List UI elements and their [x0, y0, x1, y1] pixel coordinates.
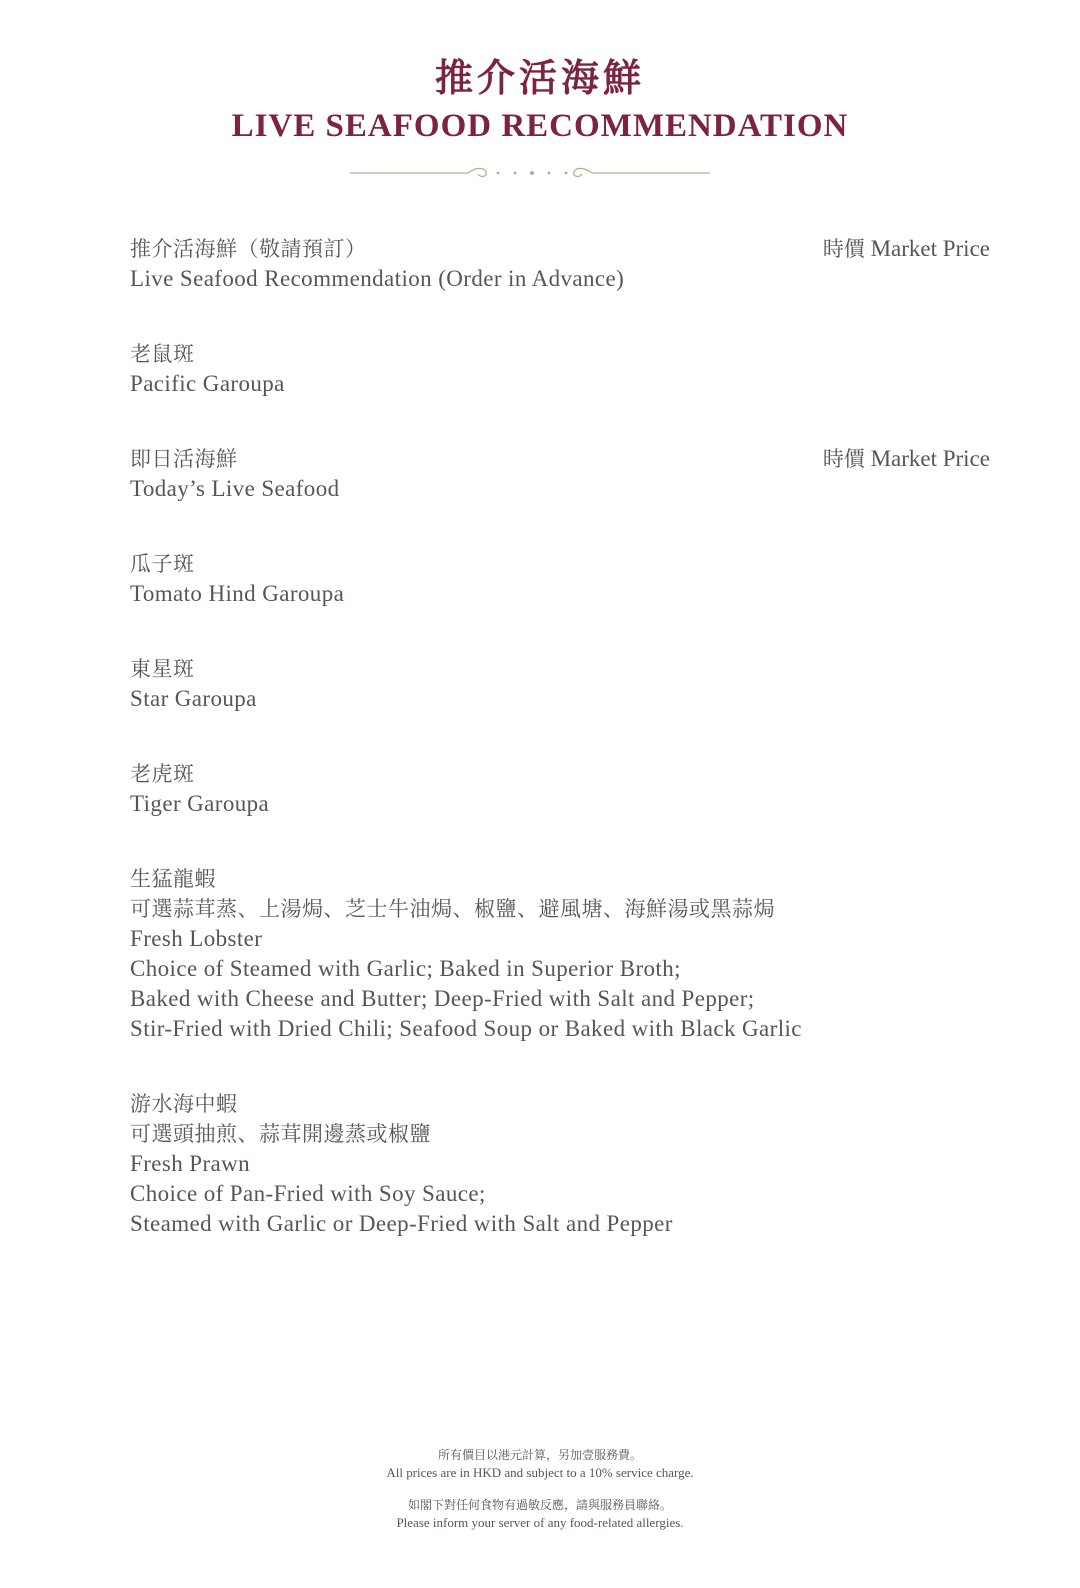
item-name-english: Star Garoupa — [130, 686, 257, 711]
item-description-english: Steamed with Garlic or Deep-Fried with Salt and Pepper — [130, 1211, 673, 1236]
item-name-english: Fresh Prawn — [130, 1151, 251, 1176]
ornamental-divider — [350, 162, 710, 184]
page-title-english: LIVE SEAFOOD RECOMMENDATION — [231, 108, 849, 144]
item-description-chinese: 可選蒜茸蒸、上湯焗、芝士牛油焗、椒鹽、避風塘、海鮮湯或黑蒜焗 — [130, 897, 775, 921]
service-charge-note-chinese: 所有價目以港元計算，另加壹服務費。 — [437, 1448, 642, 1462]
menu-item — [130, 444, 990, 504]
price-label-chinese: 時價 — [822, 447, 865, 471]
item-description-english: Choice of Steamed with Garlic; Baked in Superior Broth; — [130, 956, 681, 981]
item-name-chinese: 東星斑 — [130, 657, 195, 681]
item-name-english: Tiger Garoupa — [130, 791, 270, 816]
item-description-english: Stir-Fried with Dried Chili; Seafood Soup or Baked with Black Garlic — [130, 1016, 802, 1041]
menu-item — [130, 654, 990, 714]
item-name-english: Live Seafood Recommendation (Order in Advance) — [130, 266, 625, 291]
item-price — [823, 234, 990, 264]
item-description-english: Choice of Pan-Fried with Soy Sauce; — [130, 1181, 486, 1206]
menu-item — [130, 549, 990, 609]
menu-item — [130, 864, 990, 1044]
menu-item — [130, 339, 990, 399]
item-name-english: Today’s Live Seafood — [130, 476, 340, 501]
item-description-chinese: 可選頭抽煎、蒜茸開邊蒸或椒鹽 — [130, 1122, 431, 1146]
service-charge-note-english: All prices are in HKD and subject to a 10% service charge. — [386, 1465, 694, 1480]
price-label-chinese: 時價 — [822, 237, 865, 261]
allergy-note-chinese: 如閣下對任何食物有過敏反應，請與服務員聯絡。 — [407, 1498, 672, 1512]
page-title-chinese: 推介活海鮮 — [434, 55, 645, 100]
item-name-chinese: 游水海中蝦 — [130, 1092, 238, 1116]
item-description-english: Baked with Cheese and Butter; Deep-Fried with Salt and Pepper; — [130, 986, 755, 1011]
allergy-note-english: Please inform your server of any food-related allergies. — [396, 1515, 684, 1530]
item-name-english: Tomato Hind Garoupa — [130, 581, 345, 606]
menu-item — [130, 1089, 990, 1239]
item-name-chinese: 即日活海鮮 — [130, 447, 238, 471]
item-name-chinese: 老虎斑 — [130, 762, 195, 786]
item-name-english: Pacific Garoupa — [130, 371, 285, 396]
item-name-chinese: 老鼠斑 — [130, 342, 195, 366]
item-name-chinese: 生猛龍蝦 — [130, 867, 216, 891]
price-label-english: Market Price — [870, 236, 990, 261]
item-price — [823, 444, 990, 474]
price-label-english: Market Price — [870, 446, 990, 471]
menu-item — [130, 234, 990, 294]
item-name-chinese: 推介活海鮮（敬請預訂） — [130, 237, 367, 261]
menu-header — [0, 54, 1080, 146]
menu-item — [130, 759, 990, 819]
item-name-chinese: 瓜子斑 — [130, 552, 195, 576]
item-name-english: Fresh Lobster — [130, 926, 263, 951]
menu-footer — [0, 1446, 1080, 1532]
menu-item-list — [130, 234, 990, 1284]
